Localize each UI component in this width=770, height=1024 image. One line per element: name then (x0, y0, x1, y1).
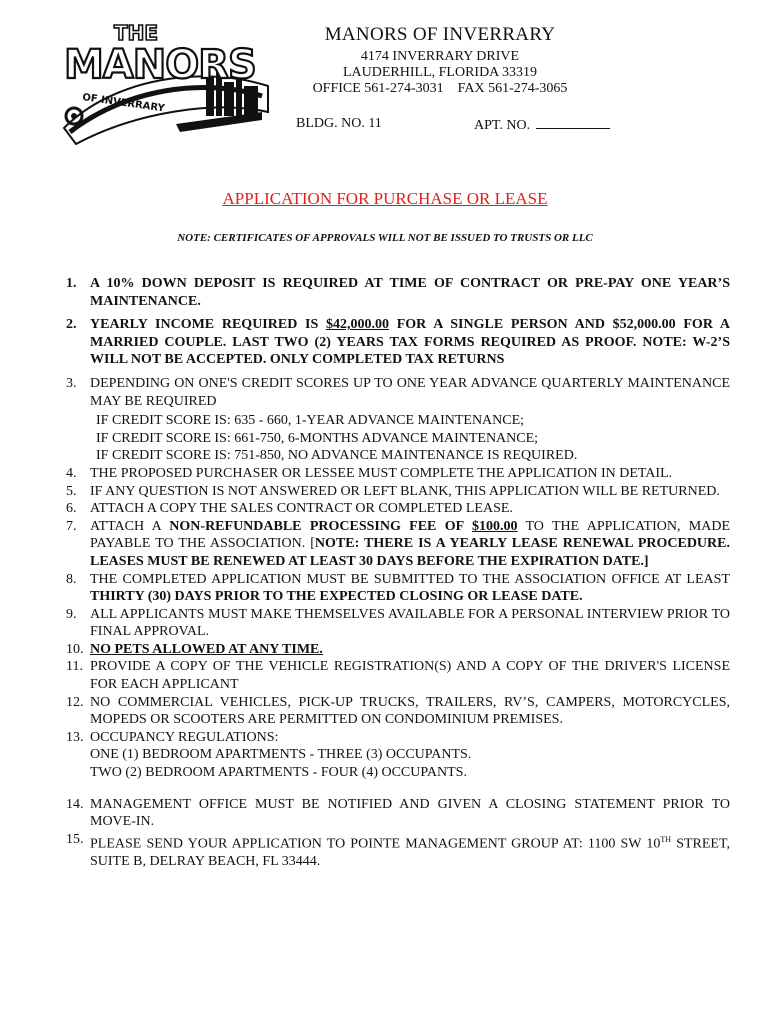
apt-label: APT. NO. (474, 118, 531, 133)
occupancy-two-bedroom: TWO (2) BEDROOM APARTMENTS - FOUR (4) OCCUPANTS. (90, 765, 467, 781)
address-line-1: 4174 INVERRARY DRIVE (360, 49, 520, 64)
apt-number-field[interactable] (536, 116, 610, 129)
occupancy-one-bedroom: ONE (1) BEDROOM APARTMENTS - THREE (3) OCCUPANTS. (90, 747, 472, 763)
list-item-10: 10. NO PETS ALLOWED AT ANY TIME. (66, 641, 323, 657)
apartment-number (474, 116, 610, 134)
list-item-4: 4. THE PROPOSED PURCHASER OR LESSEE MUST COMPLETE THE APPLICATION IN DETAIL. (66, 465, 673, 481)
office-fax: OFFICE 561-274-3031 FAX 561-274-3065 (312, 81, 568, 96)
association-name: MANORS OF INVERRARY (324, 24, 556, 45)
list-item-6: 6. ATTACH A COPY THE SALES CONTRACT OR COMPLETED LEASE. (66, 501, 513, 517)
manors-logo (56, 16, 276, 146)
list-item-11: 11. PROVIDE A COPY OF THE VEHICLE REGISTRATION(S) AND A COPY OF THE DRIVER'S LICENSE FOR EACH APPLICANT (66, 659, 730, 693)
list-item-7: 7. ATTACH A NON-REFUNDABLE PROCESSING FEE OF $100.00 TO THE APPLICATION, MADE PAYABLE TO THE ASSOCIATION. [NOTE: THERE IS A YEARLY LEASE RENEWAL PROCEDURE. LEASES MUST BE RENEWED AT LEAST 30 DAYS BEFORE THE EXPIRATION DATE.] (66, 518, 730, 569)
logo-manors: MANORS (64, 42, 256, 88)
credit-score-rule-3: IF CREDIT SCORE IS: 751-850, NO ADVANCE MAINTENANCE IS REQUIRED. (96, 448, 578, 464)
list-item-14: 14. MANAGEMENT OFFICE MUST BE NOTIFIED AND GIVEN A CLOSING STATEMENT PRIOR TO MOVE-IN. (66, 796, 730, 830)
list-item-12: 12. NO COMMERCIAL VEHICLES, PICK-UP TRUCKS, TRAILERS, RV’S, CAMPERS, MOTORCYCLES, MOPEDS OR SCOOTERS ARE PERMITTED ON CONDOMINIUM PREMISES. (66, 694, 730, 728)
list-item-13: 13. OCCUPANCY REGULATIONS: (66, 729, 279, 745)
building-number: BLDG. NO. 11 (296, 116, 382, 131)
trust-note: NOTE: CERTIFICATES OF APPROVALS WILL NOT BE ISSUED TO TRUSTS OR LLC (177, 232, 593, 244)
logo-of-inverrary: OF INVERRARY (81, 92, 166, 115)
requirements-list (66, 275, 730, 871)
list-item-2: 2. YEARLY INCOME REQUIRED IS $42,000.00 FOR A SINGLE PERSON AND $52,000.00 FOR A MARRIED COUPLE. LAST TWO (2) YEARS TAX FORMS REQUIRED AS PROOF. NOTE: W-2’S WILL NOT BE ACCEPTED. ONLY COMPLETED TAX RETURNS (66, 317, 730, 368)
list-item-5: 5. IF ANY QUESTION IS NOT ANSWERED OR LEFT BLANK, THIS APPLICATION WILL BE RETURNED. (66, 483, 720, 499)
list-item-9: 9. ALL APPLICANTS MUST MAKE THEMSELVES AVAILABLE FOR A PERSONAL INTERVIEW PRIOR TO FINAL APPROVAL. (66, 606, 730, 640)
logo-the: THE (114, 21, 159, 45)
list-item-3: 3. DEPENDING ON ONE'S CREDIT SCORES UP TO ONE YEAR ADVANCE QUARTERLY MAINTENANCE MAY BE REQUIRED (66, 375, 730, 409)
form-title: APPLICATION FOR PURCHASE OR LEASE (222, 189, 548, 208)
credit-score-rule-2: IF CREDIT SCORE IS: 661-750, 6-MONTHS ADVANCE MAINTENANCE; (96, 430, 539, 446)
list-item-8: 8. THE COMPLETED APPLICATION MUST BE SUBMITTED TO THE ASSOCIATION OFFICE AT LEAST THIRTY (30) DAYS PRIOR TO THE EXPECTED CLOSING OR LEASE DATE. (66, 571, 730, 605)
credit-score-rule-1: IF CREDIT SCORE IS: 635 - 660, 1-YEAR ADVANCE MAINTENANCE; (96, 413, 525, 429)
list-item-15: 15. PLEASE SEND YOUR APPLICATION TO POINTE MANAGEMENT GROUP AT: 1100 SW 10TH STREET, SUITE B, DELRAY BEACH, FL 33444. (66, 831, 730, 870)
address-line-2: LAUDERHILL, FLORIDA 33319 (342, 65, 538, 80)
list-item-1: 1. A 10% DOWN DEPOSIT IS REQUIRED AT TIME OF CONTRACT OR PRE-PAY ONE YEAR’S MAINTENANCE. (66, 276, 730, 309)
